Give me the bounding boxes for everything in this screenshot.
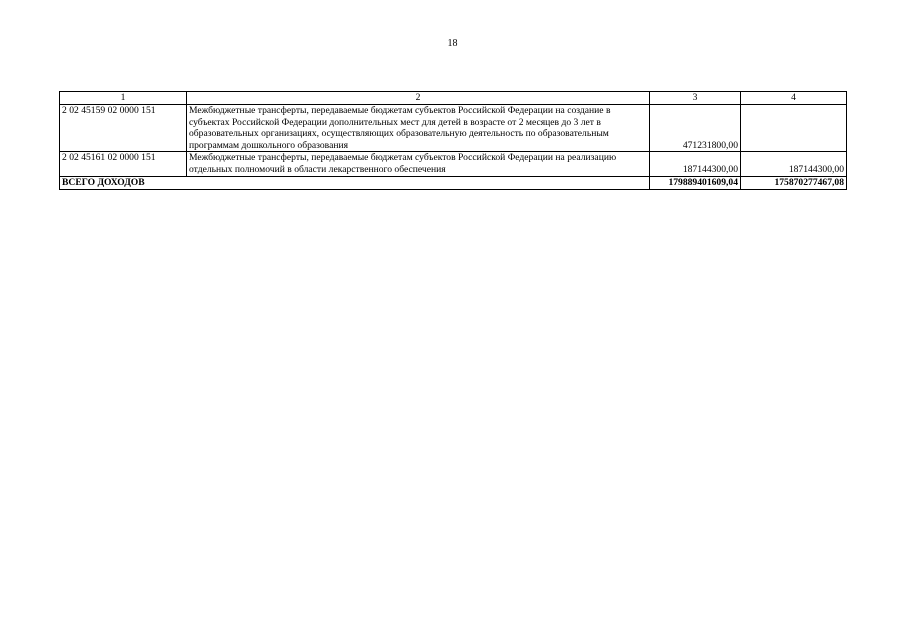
column-header-2: 2	[187, 92, 650, 105]
column-header-1: 1	[60, 92, 187, 105]
description-cell: Межбюджетные трансферты, передаваемые бюджетам субъектов Российской Федерации на реализацию отдельных полномочий в области лекарственного обеспечения	[187, 152, 650, 176]
total-col3: 179889401609,04	[650, 176, 741, 189]
budget-code-cell: 2 02 45161 02 0000 151	[60, 152, 187, 176]
amount-col4-cell: 187144300,00	[741, 152, 847, 176]
amount-col3-cell: 471231800,00	[650, 105, 741, 152]
table-row	[60, 105, 847, 152]
column-header-4: 4	[741, 92, 847, 105]
table-header-row	[60, 92, 847, 105]
total-row	[60, 176, 847, 189]
budget-code-cell: 2 02 45159 02 0000 151	[60, 105, 187, 152]
revenue-table	[59, 91, 847, 190]
description-cell: Межбюджетные трансферты, передаваемые бюджетам субъектов Российской Федерации на создание в субъектах Российской Федерации дополнительных мест для детей в возрасте от 2 месяцев до 3 лет в образовательных организациях, осуществляющих образовательную деятельность по образовательным программам дошкольного образования	[187, 105, 650, 152]
page-number: 18	[447, 38, 458, 49]
total-label: ВСЕГО ДОХОДОВ	[60, 176, 650, 189]
amount-col4-cell	[741, 105, 847, 152]
total-col4: 175870277467,08	[741, 176, 847, 189]
amount-col3-cell: 187144300,00	[650, 152, 741, 176]
table-row	[60, 152, 847, 176]
column-header-3: 3	[650, 92, 741, 105]
